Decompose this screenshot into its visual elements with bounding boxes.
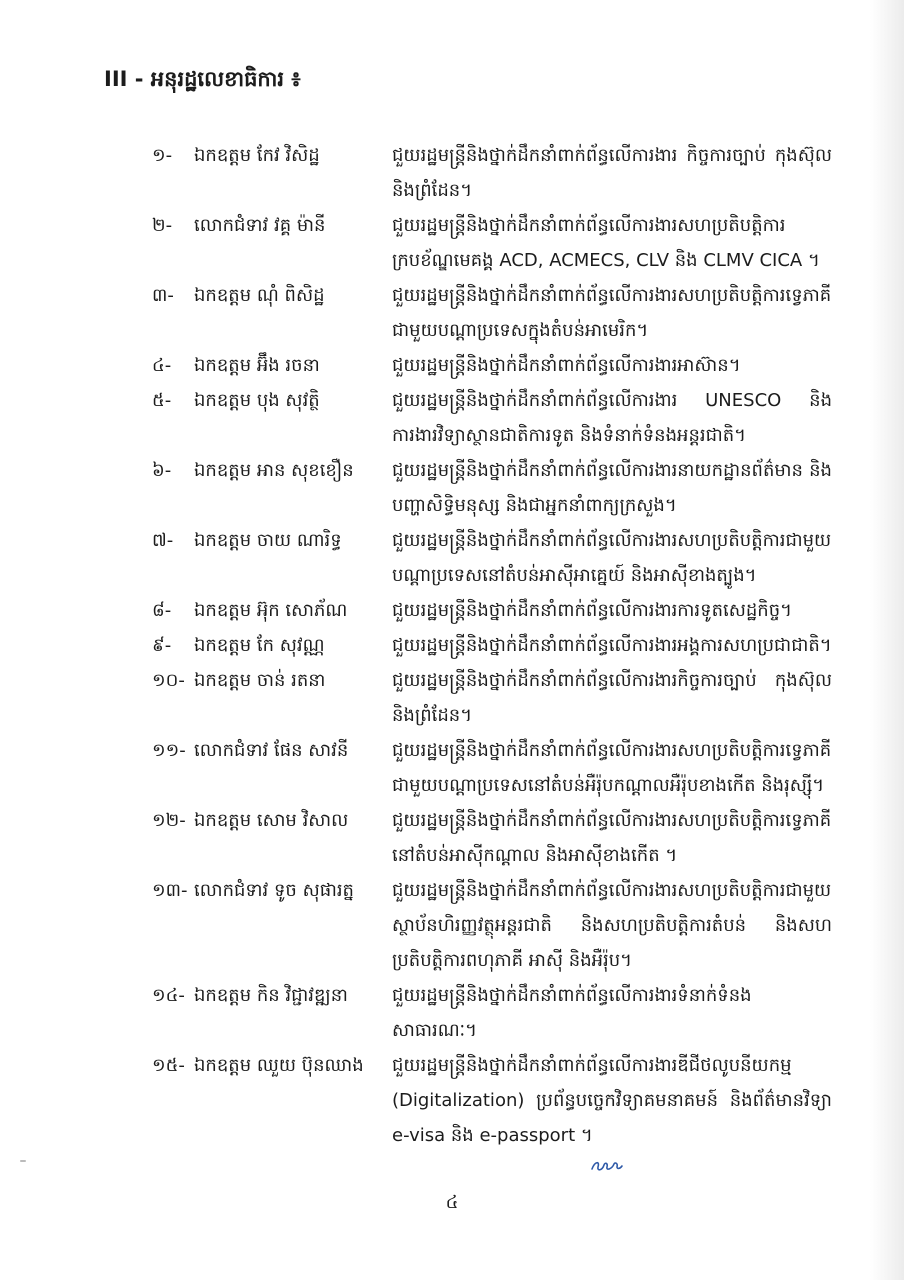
duty-description: ជួយរដ្ឋមន្ត្រីនិងថ្នាក់ដឹកនាំពាក់ព័ន្ធលើការងារ កិច្ចការច្បាប់ កុងស៊ុល និងព្រំដែន។ [392,145,832,201]
item-number: ១- [152,145,173,166]
list-item [152,348,832,383]
item-number: ២- [152,215,173,236]
list-item [152,733,832,803]
list-item [152,278,832,348]
list-item [152,1048,832,1153]
item-number: ៨- [152,600,172,621]
item-number: ១២- [152,810,186,831]
official-name: ឯកឧត្តម អ៊ឹង រចនា [194,355,320,376]
item-number: ៤- [152,355,172,376]
official-name: ឯកឧត្តម កិន វិជ្ជាវឌ្ឍនា [194,985,348,1006]
official-name: លោកជំទាវ វគ្គ ម៉ានី [194,215,326,236]
duty-description: ជួយរដ្ឋមន្ត្រីនិងថ្នាក់ដឹកនាំពាក់ព័ន្ធលើការងារ UNESCO និងការងារវិទ្យាស្ថានជាតិការទូត និងទំនាក់ទំនងអន្តរជាតិ។ [392,390,832,446]
roster-list [152,138,832,1153]
list-item [152,978,832,1048]
scan-speck [20,1160,26,1162]
handwritten-initials [590,1153,624,1175]
item-number: ១៤- [152,985,185,1006]
item-number: ៥- [152,390,172,411]
official-name: លោកជំទាវ ទូច សុផារត្ន [194,880,354,901]
duty-description: ជួយរដ្ឋមន្ត្រីនិងថ្នាក់ដឹកនាំពាក់ព័ន្ធលើការងារឌីជីថលូបនីយកម្ម (Digitalization) ប្រព័ន្ធបច្ចេកវិទ្យាគមនាគមន៍ និងព័ត៌មានវិទ្យា e-visa និង e-passport ។ [392,1055,832,1146]
duty-description: ជួយរដ្ឋមន្ត្រីនិងថ្នាក់ដឹកនាំពាក់ព័ន្ធលើការងារនាយកដ្ឋានព័ត៌មាន និងបញ្ហាសិទ្ធិមនុស្ស និងជាអ្នកនាំពាក្យក្រសួង។ [392,460,832,516]
item-number: ៧- [152,530,174,551]
official-name: លោកជំទាវ ផែន សាវនី [194,740,349,761]
official-name: ឯកឧត្តម ចាយ ណារិទ្ធ [194,530,342,551]
duty-description: ជួយរដ្ឋមន្ត្រីនិងថ្នាក់ដឹកនាំពាក់ព័ន្ធលើការងារការទូតសេដ្ឋកិច្ច។ [392,600,792,621]
duty-description: ជួយរដ្ឋមន្ត្រីនិងថ្នាក់ដឹកនាំពាក់ព័ន្ធលើការងារទំនាក់ទំនងសាធារណៈ។ [392,985,752,1041]
list-item [152,593,832,628]
item-number: ១៥- [152,1055,185,1076]
duty-description: ជួយរដ្ឋមន្ត្រីនិងថ្នាក់ដឹកនាំពាក់ព័ន្ធលើការងារសហប្រតិបត្តិការជាមួយបណ្តាប្រទេសនៅតំបន់អាស៊ីអាគ្នេយ៍ និងអាស៊ីខាងត្បូង។ [392,530,832,586]
duty-description: ជួយរដ្ឋមន្ត្រីនិងថ្នាក់ដឹកនាំពាក់ព័ន្ធលើការងារអង្គការសហប្រជាជាតិ។ [392,635,832,656]
duty-description: ជួយរដ្ឋមន្ត្រីនិងថ្នាក់ដឹកនាំពាក់ព័ន្ធលើការងារសហប្រតិបត្តិការទ្វេភាគី នៅតំបន់អាស៊ីកណ្តាល និងអាស៊ីខាងកើត ។ [392,810,832,866]
list-item [152,873,832,978]
official-name: ឯកឧត្តម ណុំ ពិសិដ្ឋ [194,285,325,306]
list-item [152,453,832,523]
official-name: ឯកឧត្តម ឈួយ ប៊ុនឈាង [194,1055,364,1076]
duty-description: ជួយរដ្ឋមន្ត្រីនិងថ្នាក់ដឹកនាំពាក់ព័ន្ធលើការងារអាស៊ាន។ [392,355,741,376]
duty-description: ជួយរដ្ឋមន្ត្រីនិងថ្នាក់ដឹកនាំពាក់ព័ន្ធលើការងារសហប្រតិបត្តិការជាមួយស្ថាប័នហិរញ្ញវត្ថុអន្តរជាតិ និងសហប្រតិបត្តិការតំបន់ និងសហប្រតិបត្តិការពហុភាគី អាស៊ី និងអឺរ៉ុប។ [392,880,832,971]
official-name: ឯកឧត្តម អាន សុខខឿន [194,460,354,481]
duty-description: ជួយរដ្ឋមន្ត្រីនិងថ្នាក់ដឹកនាំពាក់ព័ន្ធលើការងារសហប្រតិបត្តិការទ្វេភាគីជាមួយបណ្តាប្រទេសក្នុងតំបន់អាមេរិក។ [392,285,832,341]
item-number: ១០- [152,670,185,691]
official-name: ឯកឧត្តម បុង សុវត្ថិ [194,390,320,411]
official-name: ឯកឧត្តម អ៊ុក សោភ័ណ [194,600,348,621]
official-name: ឯកឧត្តម កែ សុវណ្ណ [194,635,325,656]
item-number: ១៣- [152,880,188,901]
list-item [152,208,832,278]
duty-description: ជួយរដ្ឋមន្ត្រីនិងថ្នាក់ដឹកនាំពាក់ព័ន្ធលើការងារសហប្រតិបត្តិការក្របខ័ណ្ឌមេគង្គ ACD, ACMECS, CLV និង CLMV CICA ។ [392,215,820,271]
duty-description: ជួយរដ្ឋមន្ត្រីនិងថ្នាក់ដឹកនាំពាក់ព័ន្ធលើការងារសហប្រតិបត្តិការទ្វេភាគីជាមួយបណ្តាប្រទេសនៅតំបន់អឺរ៉ុបកណ្តាលអឺរ៉ុបខាងកើត និងរុស្ស៊ី។ [392,740,832,796]
section-heading: III - អនុរដ្ឋលេខាធិការ ៖ [104,67,301,91]
duty-description: ជួយរដ្ឋមន្ត្រីនិងថ្នាក់ដឹកនាំពាក់ព័ន្ធលើការងារកិច្ចការច្បាប់ កុងស៊ុល និងព្រំដែន។ [392,670,832,726]
list-item [152,383,832,453]
item-number: ១១- [152,740,186,761]
page-number: ៤ [445,1192,459,1213]
official-name: ឯកឧត្តម ចាន់ រតនា [194,670,326,691]
item-number: ៣- [152,285,174,306]
list-item [152,523,832,593]
official-name: ឯកឧត្តម កែវ វិសិដ្ឋ [194,145,320,166]
item-number: ៩- [152,635,172,656]
list-item [152,803,832,873]
list-item [152,138,832,208]
official-name: ឯកឧត្តម សោម វិសាល [194,810,349,831]
scan-edge-shadow [870,0,904,1280]
list-item [152,628,832,663]
item-number: ៦- [152,460,172,481]
list-item [152,663,832,733]
